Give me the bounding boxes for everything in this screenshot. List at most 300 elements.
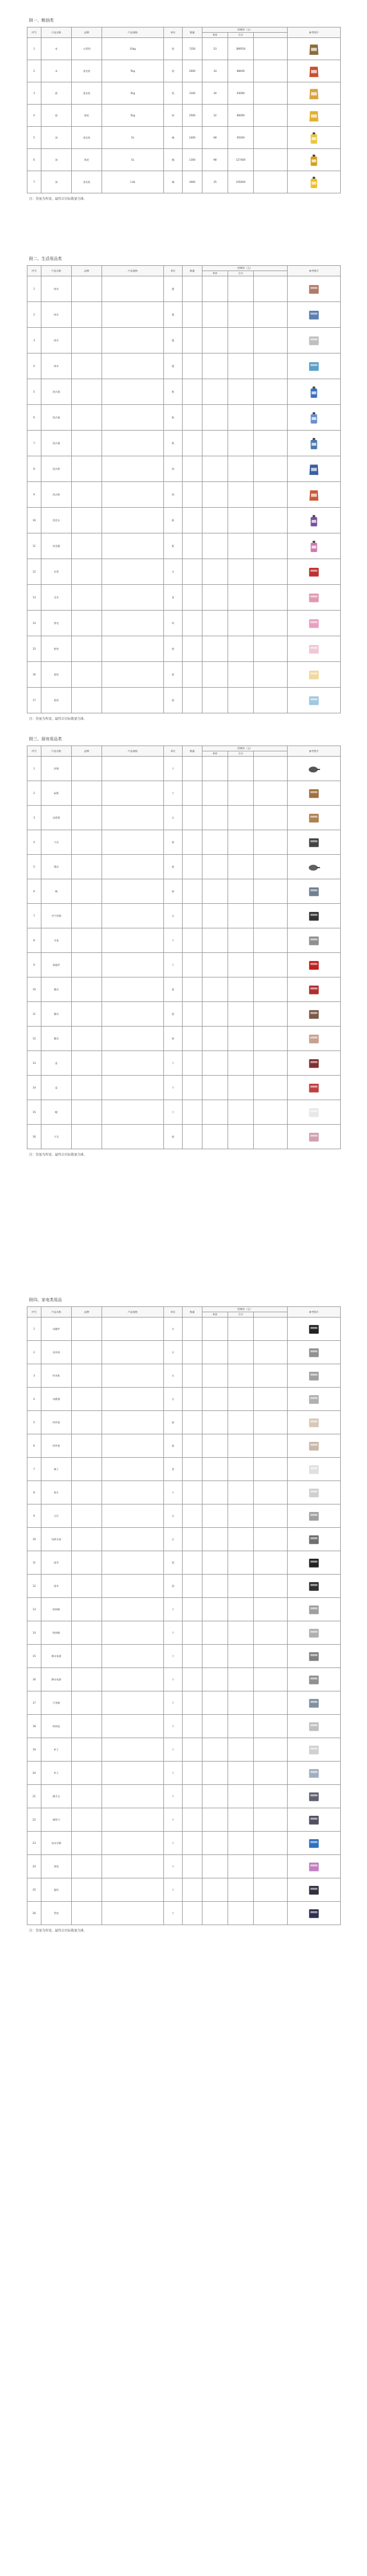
cell-unit: 把 xyxy=(164,1551,183,1575)
cell-price xyxy=(202,585,228,611)
cell-image xyxy=(288,1364,341,1388)
cell-spec xyxy=(102,1738,164,1762)
cell-image xyxy=(288,379,341,405)
cell-name: 米 xyxy=(41,38,72,60)
header-spec: 产品规格 xyxy=(102,266,164,276)
table-row xyxy=(27,904,341,928)
cell-brand xyxy=(72,1551,102,1575)
cell-spec xyxy=(102,1458,164,1481)
cell-no: 7 xyxy=(27,1458,41,1481)
cell-brand xyxy=(72,977,102,1002)
table-row xyxy=(27,559,341,585)
cell-unit: 支 xyxy=(164,559,183,585)
cell-extra xyxy=(254,1434,288,1458)
header-no: 序号 xyxy=(27,27,41,38)
cell-name: 毛巾 xyxy=(41,585,72,611)
cell-total xyxy=(228,379,254,405)
cell-image xyxy=(288,1575,341,1598)
cell-price xyxy=(202,1341,228,1364)
cell-extra xyxy=(254,1100,288,1125)
cell-image xyxy=(288,1598,341,1621)
cell-brand xyxy=(72,1668,102,1691)
product-image xyxy=(307,383,320,401)
cell-total xyxy=(228,977,254,1002)
header-price-group: 控制价（元） xyxy=(202,27,288,33)
cell-extra xyxy=(254,328,288,353)
cell-no: 14 xyxy=(27,611,41,636)
cell-image xyxy=(288,1691,341,1715)
table-row xyxy=(27,82,341,105)
cell-no: 12 xyxy=(27,1027,41,1051)
cell-brand xyxy=(72,757,102,781)
cell-unit: 把 xyxy=(164,1575,183,1598)
cell-no: 7 xyxy=(27,171,41,193)
cell-spec xyxy=(102,1691,164,1715)
product-image xyxy=(307,435,320,452)
table-row xyxy=(27,1027,341,1051)
cell-price xyxy=(202,806,228,830)
cell-unit: 瓶 xyxy=(164,379,183,405)
cell-name: 枕头 xyxy=(41,1481,72,1504)
cell-name: 盒 xyxy=(41,1076,72,1100)
table-row xyxy=(27,806,341,830)
cell-qty xyxy=(183,456,202,482)
cell-unit: 台 xyxy=(164,1364,183,1388)
cell-extra xyxy=(254,904,288,928)
cell-brand xyxy=(72,1715,102,1738)
cell-name: 纸巾 xyxy=(41,328,72,353)
cell-unit: 套 xyxy=(164,855,183,879)
product-image xyxy=(307,1741,320,1759)
product-table xyxy=(27,265,341,713)
cell-image xyxy=(288,806,341,830)
cell-spec: 10kg xyxy=(102,38,164,60)
product-image xyxy=(307,486,320,504)
cell-unit: 个 xyxy=(164,1785,183,1808)
product-image xyxy=(307,1578,320,1595)
cell-brand xyxy=(72,1364,102,1388)
cell-image xyxy=(288,830,341,855)
cell-unit: 个 xyxy=(164,1738,183,1762)
cell-extra xyxy=(254,757,288,781)
cell-spec xyxy=(102,533,164,559)
cell-brand xyxy=(72,1598,102,1621)
cell-qty xyxy=(183,559,202,585)
cell-qty xyxy=(183,1832,202,1855)
cell-brand xyxy=(72,1027,102,1051)
cell-spec xyxy=(102,1388,164,1411)
cell-brand xyxy=(72,636,102,662)
cell-price xyxy=(202,353,228,379)
cell-total xyxy=(228,431,254,456)
cell-qty xyxy=(183,1481,202,1504)
cell-price: 34 xyxy=(202,60,228,82)
table-row xyxy=(27,1341,341,1364)
cell-qty xyxy=(183,1027,202,1051)
cell-price xyxy=(202,879,228,904)
cell-brand xyxy=(72,904,102,928)
cell-qty xyxy=(183,1076,202,1100)
header-total: 合计 xyxy=(228,1312,254,1318)
cell-extra xyxy=(254,1878,288,1902)
product-image xyxy=(307,1601,320,1618)
cell-spec xyxy=(102,559,164,585)
cell-brand xyxy=(72,611,102,636)
cell-name: 香皂 xyxy=(41,611,72,636)
cell-total xyxy=(228,1318,254,1341)
cell-image xyxy=(288,1458,341,1481)
cell-name: 套装 xyxy=(41,662,72,688)
cell-total xyxy=(228,636,254,662)
cell-image xyxy=(288,533,341,559)
cell-price xyxy=(202,1504,228,1528)
cell-spec xyxy=(102,1808,164,1832)
cell-no: 6 xyxy=(27,1434,41,1458)
table-row xyxy=(27,1738,341,1762)
cell-extra xyxy=(254,1411,288,1434)
cell-qty: 1300 xyxy=(183,149,202,171)
cell-total xyxy=(228,585,254,611)
cell-spec xyxy=(102,1878,164,1902)
cell-no: 13 xyxy=(27,1598,41,1621)
cell-unit: 套 xyxy=(164,1027,183,1051)
cell-no: 26 xyxy=(27,1902,41,1925)
cell-spec xyxy=(102,353,164,379)
cell-image xyxy=(288,171,341,193)
cell-extra xyxy=(254,1598,288,1621)
cell-total xyxy=(228,928,254,953)
cell-no: 19 xyxy=(27,1738,41,1762)
cell-name: 背包 xyxy=(41,1902,72,1925)
cell-brand xyxy=(72,328,102,353)
product-image xyxy=(307,1104,320,1121)
cell-image xyxy=(288,559,341,585)
cell-spec xyxy=(102,1902,164,1925)
cell-price xyxy=(202,1715,228,1738)
product-image xyxy=(307,563,320,581)
header-image: 参考图片 xyxy=(288,746,341,757)
cell-unit: 提 xyxy=(164,302,183,328)
cell-extra xyxy=(254,953,288,977)
cell-spec xyxy=(102,1076,164,1100)
cell-price xyxy=(202,508,228,533)
cell-unit: 台 xyxy=(164,904,183,928)
table-row xyxy=(27,830,341,855)
cell-name: 被子 xyxy=(41,1458,72,1481)
table-row xyxy=(27,636,341,662)
cell-name: 餐具 xyxy=(41,1002,72,1027)
cell-unit: 桶 xyxy=(164,171,183,193)
cell-unit: 块 xyxy=(164,611,183,636)
cell-qty xyxy=(183,379,202,405)
cell-name: 套装 xyxy=(41,636,72,662)
cell-price xyxy=(202,1621,228,1645)
table-row xyxy=(27,353,341,379)
cell-name: 洗衣液 xyxy=(41,379,72,405)
cell-unit: 袋 xyxy=(164,482,183,508)
header-no: 序号 xyxy=(27,266,41,276)
cell-image xyxy=(288,781,341,806)
cell-brand: 鲁花 xyxy=(72,105,102,127)
cell-qty xyxy=(183,1855,202,1878)
cell-qty xyxy=(183,1528,202,1551)
product-image xyxy=(307,1718,320,1735)
cell-no: 13 xyxy=(27,585,41,611)
cell-no: 13 xyxy=(27,1051,41,1076)
cell-image xyxy=(288,855,341,879)
cell-qty xyxy=(183,1341,202,1364)
cell-name: 保温杯 xyxy=(41,953,72,977)
cell-unit: 个 xyxy=(164,953,183,977)
cell-brand xyxy=(72,1318,102,1341)
product-image xyxy=(307,760,320,778)
cell-unit: 套 xyxy=(164,977,183,1002)
product-image xyxy=(307,1788,320,1805)
table-row xyxy=(27,456,341,482)
cell-no: 1 xyxy=(27,38,41,60)
cell-image xyxy=(288,1738,341,1762)
header-extra xyxy=(254,1312,288,1318)
table-row xyxy=(27,60,341,82)
cell-price xyxy=(202,928,228,953)
cell-unit: 个 xyxy=(164,1668,183,1691)
product-image xyxy=(307,1461,320,1478)
cell-extra xyxy=(254,1341,288,1364)
cell-name: 洗衣液 xyxy=(41,405,72,431)
cell-name: 雨伞 xyxy=(41,1551,72,1575)
header-unit: 单位 xyxy=(164,266,183,276)
table-row xyxy=(27,1125,341,1149)
section-title: 附一、粮油类 xyxy=(29,18,54,23)
cell-spec xyxy=(102,904,164,928)
cell-unit: 个 xyxy=(164,757,183,781)
cell-extra xyxy=(254,928,288,953)
cell-qty: 2500 xyxy=(183,105,202,127)
cell-qty: 3000 xyxy=(183,171,202,193)
cell-qty xyxy=(183,636,202,662)
cell-price: 53 xyxy=(202,38,228,60)
table-row xyxy=(27,1762,341,1785)
cell-total xyxy=(228,1481,254,1504)
cell-brand xyxy=(72,1832,102,1855)
cell-spec xyxy=(102,879,164,904)
cell-unit: 桶 xyxy=(164,149,183,171)
cell-extra xyxy=(254,977,288,1002)
cell-no: 14 xyxy=(27,1076,41,1100)
product-image xyxy=(307,692,320,709)
cell-extra xyxy=(254,662,288,688)
cell-no: 5 xyxy=(27,1411,41,1434)
cell-no: 15 xyxy=(27,1645,41,1668)
table-row xyxy=(27,431,341,456)
cell-brand xyxy=(72,1691,102,1715)
product-image xyxy=(307,907,320,925)
cell-spec xyxy=(102,1100,164,1125)
product-image xyxy=(307,151,320,169)
cell-no: 4 xyxy=(27,353,41,379)
cell-spec: 5kg xyxy=(102,60,164,82)
header-qty: 数量 xyxy=(183,746,202,757)
cell-no: 5 xyxy=(27,855,41,879)
cell-image xyxy=(288,1076,341,1100)
cell-unit: 套 xyxy=(164,662,183,688)
cell-brand: 金龙鱼 xyxy=(72,171,102,193)
table-row xyxy=(27,1715,341,1738)
cell-price xyxy=(202,1878,228,1902)
cell-spec xyxy=(102,1621,164,1645)
cell-price xyxy=(202,302,228,328)
cell-unit: 套 xyxy=(164,1125,183,1149)
cell-qty xyxy=(183,904,202,928)
cell-name: 牙膏 xyxy=(41,559,72,585)
product-image xyxy=(307,932,320,949)
cell-image xyxy=(288,1551,341,1575)
cell-no: 11 xyxy=(27,1002,41,1027)
cell-image xyxy=(288,127,341,149)
table-row xyxy=(27,1832,341,1855)
cell-total xyxy=(228,1902,254,1925)
cell-price: 35 xyxy=(202,171,228,193)
cell-qty xyxy=(183,1575,202,1598)
cell-total xyxy=(228,1785,254,1808)
cell-total xyxy=(228,1528,254,1551)
cell-extra xyxy=(254,149,288,171)
table-row xyxy=(27,1598,341,1621)
product-image xyxy=(307,1694,320,1712)
cell-total xyxy=(228,482,254,508)
cell-no: 4 xyxy=(27,830,41,855)
product-image xyxy=(307,640,320,658)
product-image xyxy=(307,1507,320,1525)
table-row xyxy=(27,1318,341,1341)
cell-extra xyxy=(254,1051,288,1076)
cell-no: 15 xyxy=(27,636,41,662)
cell-brand xyxy=(72,1504,102,1528)
cell-qty: 3100 xyxy=(183,82,202,105)
cell-price xyxy=(202,559,228,585)
cell-price xyxy=(202,1528,228,1551)
cell-extra xyxy=(254,688,288,713)
cell-no: 17 xyxy=(27,688,41,713)
cell-unit: 条 xyxy=(164,585,183,611)
cell-total xyxy=(228,1668,254,1691)
cell-brand: 金龙鱼 xyxy=(72,82,102,105)
cell-extra xyxy=(254,559,288,585)
cell-image xyxy=(288,1504,341,1528)
header-price: 单价 xyxy=(202,751,228,757)
cell-image xyxy=(288,82,341,105)
cell-price xyxy=(202,1645,228,1668)
product-image xyxy=(307,107,320,124)
cell-image xyxy=(288,1528,341,1551)
cell-unit: 个 xyxy=(164,928,183,953)
cell-name: 收纳盒 xyxy=(41,1715,72,1738)
product-image xyxy=(307,1414,320,1431)
cell-image xyxy=(288,456,341,482)
cell-image xyxy=(288,1388,341,1411)
cell-name: 剃须刀 xyxy=(41,1808,72,1832)
product-image xyxy=(307,1858,320,1875)
cell-name: 餐具 xyxy=(41,977,72,1002)
table-row xyxy=(27,1051,341,1076)
cell-unit: 套 xyxy=(164,636,183,662)
cell-spec xyxy=(102,636,164,662)
cell-image xyxy=(288,1715,341,1738)
cell-image xyxy=(288,1762,341,1785)
cell-name: 四件套 xyxy=(41,1411,72,1434)
table-row xyxy=(27,781,341,806)
cell-name: 油 xyxy=(41,171,72,193)
cell-unit: 台 xyxy=(164,1504,183,1528)
cell-qty xyxy=(183,276,202,302)
cell-unit: 套 xyxy=(164,688,183,713)
header-row xyxy=(27,746,341,751)
cell-spec xyxy=(102,1575,164,1598)
product-image xyxy=(307,1811,320,1829)
cell-spec: 5kg xyxy=(102,82,164,105)
cell-qty xyxy=(183,1551,202,1575)
table-row xyxy=(27,276,341,302)
cell-spec xyxy=(102,379,164,405)
table-row xyxy=(27,405,341,431)
cell-image xyxy=(288,1341,341,1364)
cell-image xyxy=(288,1808,341,1832)
cell-no: 2 xyxy=(27,781,41,806)
cell-name: 沐浴露 xyxy=(41,533,72,559)
table-row xyxy=(27,1621,341,1645)
cell-image xyxy=(288,1645,341,1668)
cell-no: 8 xyxy=(27,456,41,482)
cell-extra xyxy=(254,1762,288,1785)
product-image xyxy=(307,589,320,606)
cell-no: 14 xyxy=(27,1621,41,1645)
product-image xyxy=(307,409,320,427)
cell-no: 12 xyxy=(27,1575,41,1598)
header-price: 单价 xyxy=(202,271,228,276)
table-row xyxy=(27,171,341,193)
header-extra xyxy=(254,751,288,757)
cell-spec xyxy=(102,757,164,781)
cell-extra xyxy=(254,855,288,879)
cell-qty xyxy=(183,928,202,953)
cell-name: 帽 xyxy=(41,1100,72,1125)
cell-spec xyxy=(102,1318,164,1341)
cell-total: 105000 xyxy=(228,171,254,193)
cell-no: 25 xyxy=(27,1878,41,1902)
table-row xyxy=(27,879,341,904)
table-row xyxy=(27,1434,341,1458)
cell-price xyxy=(202,1575,228,1598)
cell-image xyxy=(288,1832,341,1855)
cell-name: 杯子 xyxy=(41,1738,72,1762)
cell-price xyxy=(202,482,228,508)
cell-no: 4 xyxy=(27,105,41,127)
table-row xyxy=(27,1902,341,1925)
cell-price xyxy=(202,1762,228,1785)
cell-total xyxy=(228,1388,254,1411)
header-brand: 品牌 xyxy=(72,1307,102,1318)
cell-qty xyxy=(183,1691,202,1715)
product-image xyxy=(307,63,320,80)
cell-spec xyxy=(102,1434,164,1458)
cell-image xyxy=(288,1668,341,1691)
cell-name: 空气炸锅 xyxy=(41,904,72,928)
cell-qty xyxy=(183,1364,202,1388)
cell-spec xyxy=(102,662,164,688)
cell-price xyxy=(202,1902,228,1925)
table-row xyxy=(27,585,341,611)
product-image xyxy=(307,883,320,900)
